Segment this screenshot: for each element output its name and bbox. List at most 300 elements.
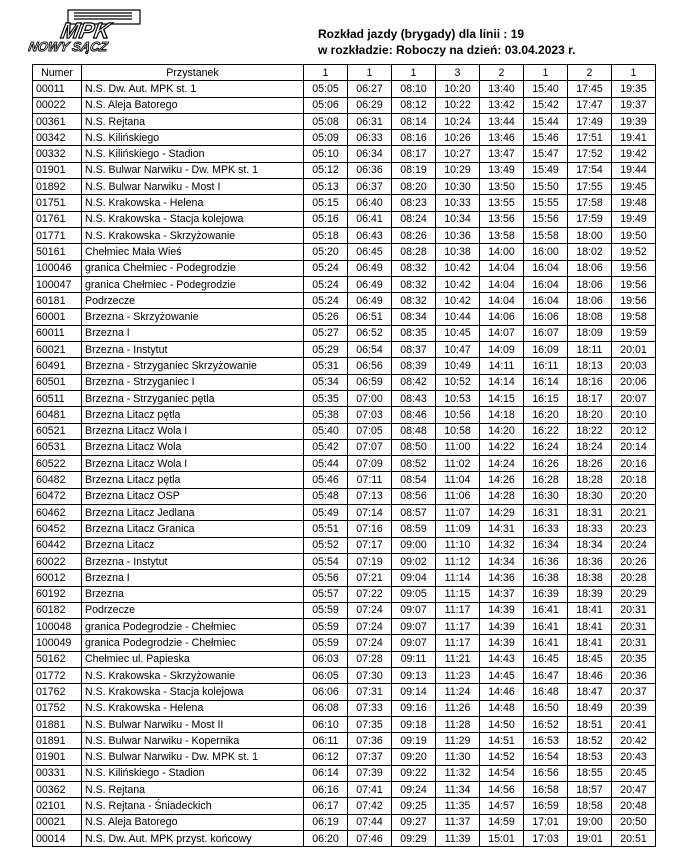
stop-number-cell: 60472	[33, 488, 82, 504]
stop-number-cell: 60491	[33, 358, 82, 374]
departure-time-cell: 11:24	[436, 684, 480, 700]
departure-time-cell: 06:40	[348, 195, 392, 211]
departure-time-cell: 16:34	[524, 537, 568, 553]
table-row	[33, 488, 656, 504]
stop-name-cell: N.S. Dw. Aut. MPK st. 1	[82, 81, 304, 97]
departure-time-cell: 20:37	[612, 684, 656, 700]
departure-time-cell: 14:43	[480, 651, 524, 667]
column-header-brigade: 1	[524, 65, 568, 81]
departure-time-cell: 06:49	[348, 276, 392, 292]
title-line-2: w rozkładzie: Roboczy na dzień: 03.04.2023 r.	[318, 43, 576, 57]
departure-time-cell: 14:00	[480, 244, 524, 260]
departure-time-cell: 19:35	[612, 81, 656, 97]
departure-time-cell: 09:07	[392, 602, 436, 618]
departure-time-cell: 05:42	[304, 439, 348, 455]
departure-time-cell: 11:17	[436, 635, 480, 651]
stop-number-cell: 01771	[33, 227, 82, 243]
departure-time-cell: 18:30	[568, 488, 612, 504]
departure-time-cell: 14:14	[480, 374, 524, 390]
departure-time-cell: 07:13	[348, 488, 392, 504]
departure-time-cell: 06:49	[348, 260, 392, 276]
table-row	[33, 195, 656, 211]
departure-time-cell: 17:52	[568, 146, 612, 162]
stop-name-cell: Brzezna Litacz pętla	[82, 407, 304, 423]
departure-time-cell: 18:17	[568, 390, 612, 406]
departure-time-cell: 13:49	[480, 162, 524, 178]
departure-time-cell: 18:06	[568, 293, 612, 309]
departure-time-cell: 14:39	[480, 619, 524, 635]
departure-time-cell: 07:41	[348, 782, 392, 798]
table-row	[33, 782, 656, 798]
departure-time-cell: 10:42	[436, 260, 480, 276]
stop-name-cell: Brzezna Litacz	[82, 537, 304, 553]
departure-time-cell: 14:20	[480, 423, 524, 439]
timetable	[32, 64, 656, 847]
stop-number-cell: 50162	[33, 651, 82, 667]
table-row	[33, 521, 656, 537]
stop-number-cell: 00022	[33, 97, 82, 113]
departure-time-cell: 15:55	[524, 195, 568, 211]
departure-time-cell: 20:39	[612, 700, 656, 716]
departure-time-cell: 17:59	[568, 211, 612, 227]
departure-time-cell: 16:31	[524, 505, 568, 521]
stop-number-cell: 00332	[33, 146, 82, 162]
departure-time-cell: 06:06	[304, 684, 348, 700]
column-header-brigade: 1	[348, 65, 392, 81]
departure-time-cell: 09:02	[392, 553, 436, 569]
departure-time-cell: 14:46	[480, 684, 524, 700]
departure-time-cell: 19:48	[612, 195, 656, 211]
departure-time-cell: 09:27	[392, 814, 436, 830]
departure-time-cell: 16:59	[524, 798, 568, 814]
departure-time-cell: 05:46	[304, 472, 348, 488]
departure-time-cell: 05:24	[304, 276, 348, 292]
column-header-brigade: 1	[304, 65, 348, 81]
departure-time-cell: 18:49	[568, 700, 612, 716]
departure-time-cell: 10:26	[436, 130, 480, 146]
departure-time-cell: 14:22	[480, 439, 524, 455]
departure-time-cell: 16:30	[524, 488, 568, 504]
departure-time-cell: 20:43	[612, 749, 656, 765]
stop-name-cell: granica Podegrodzie - Chełmiec	[82, 635, 304, 651]
table-row	[33, 733, 656, 749]
departure-time-cell: 07:11	[348, 472, 392, 488]
departure-time-cell: 09:00	[392, 537, 436, 553]
stop-number-cell: 01891	[33, 733, 82, 749]
table-row	[33, 276, 656, 292]
departure-time-cell: 18:11	[568, 342, 612, 358]
departure-time-cell: 18:45	[568, 651, 612, 667]
stop-number-cell: 100047	[33, 276, 82, 292]
departure-time-cell: 18:41	[568, 619, 612, 635]
departure-time-cell: 16:28	[524, 472, 568, 488]
stop-number-cell: 60012	[33, 570, 82, 586]
stop-name-cell: Podrzecze	[82, 602, 304, 618]
table-row	[33, 146, 656, 162]
departure-time-cell: 15:01	[480, 830, 524, 846]
departure-time-cell: 16:04	[524, 293, 568, 309]
departure-time-cell: 18:24	[568, 439, 612, 455]
departure-time-cell: 08:34	[392, 309, 436, 325]
departure-time-cell: 20:35	[612, 651, 656, 667]
table-row	[33, 162, 656, 178]
departure-time-cell: 16:52	[524, 716, 568, 732]
stop-number-cell: 60462	[33, 505, 82, 521]
departure-time-cell: 06:51	[348, 309, 392, 325]
departure-time-cell: 05:20	[304, 244, 348, 260]
stop-name-cell: N.S. Krakowska - Helena	[82, 195, 304, 211]
departure-time-cell: 07:46	[348, 830, 392, 846]
stop-number-cell: 100048	[33, 619, 82, 635]
departure-time-cell: 08:32	[392, 260, 436, 276]
departure-time-cell: 08:24	[392, 211, 436, 227]
departure-time-cell: 15:47	[524, 146, 568, 162]
departure-time-cell: 17:55	[568, 179, 612, 195]
table-row	[33, 439, 656, 455]
departure-time-cell: 08:28	[392, 244, 436, 260]
departure-time-cell: 06:11	[304, 733, 348, 749]
departure-time-cell: 08:39	[392, 358, 436, 374]
departure-time-cell: 19:45	[612, 179, 656, 195]
departure-time-cell: 11:35	[436, 798, 480, 814]
departure-time-cell: 17:49	[568, 113, 612, 129]
table-row	[33, 423, 656, 439]
table-row	[33, 602, 656, 618]
stop-name-cell: N.S. Bulwar Narwiku - Dw. MPK st. 1	[82, 749, 304, 765]
departure-time-cell: 10:56	[436, 407, 480, 423]
departure-time-cell: 06:41	[348, 211, 392, 227]
departure-time-cell: 14:37	[480, 586, 524, 602]
stop-number-cell: 60452	[33, 521, 82, 537]
departure-time-cell: 15:44	[524, 113, 568, 129]
departure-time-cell: 06:27	[348, 81, 392, 97]
departure-time-cell: 06:34	[348, 146, 392, 162]
departure-time-cell: 10:34	[436, 211, 480, 227]
stop-number-cell: 60501	[33, 374, 82, 390]
departure-time-cell: 14:54	[480, 765, 524, 781]
departure-time-cell: 06:05	[304, 667, 348, 683]
stop-name-cell: Brzezna - Strzyganiec Skrzyżowanie	[82, 358, 304, 374]
departure-time-cell: 19:39	[612, 113, 656, 129]
departure-time-cell: 16:41	[524, 619, 568, 635]
stop-number-cell: 01892	[33, 179, 82, 195]
departure-time-cell: 11:26	[436, 700, 480, 716]
departure-time-cell: 13:58	[480, 227, 524, 243]
departure-time-cell: 07:31	[348, 684, 392, 700]
departure-time-cell: 16:33	[524, 521, 568, 537]
departure-time-cell: 10:24	[436, 113, 480, 129]
departure-time-cell: 16:07	[524, 325, 568, 341]
departure-time-cell: 09:29	[392, 830, 436, 846]
column-header-brigade: 3	[436, 65, 480, 81]
title-line-1: Rozkład jazdy (brygady) dla linii : 19	[318, 27, 525, 41]
stop-name-cell: Chełmiec Mała Wieś	[82, 244, 304, 260]
stop-number-cell: 01762	[33, 684, 82, 700]
departure-time-cell: 14:11	[480, 358, 524, 374]
departure-time-cell: 14:09	[480, 342, 524, 358]
stop-number-cell: 01901	[33, 749, 82, 765]
departure-time-cell: 18:53	[568, 749, 612, 765]
departure-time-cell: 17:58	[568, 195, 612, 211]
departure-time-cell: 20:51	[612, 830, 656, 846]
departure-time-cell: 05:48	[304, 488, 348, 504]
departure-time-cell: 14:39	[480, 602, 524, 618]
departure-time-cell: 10:53	[436, 390, 480, 406]
departure-time-cell: 14:59	[480, 814, 524, 830]
departure-time-cell: 19:41	[612, 130, 656, 146]
departure-time-cell: 05:35	[304, 390, 348, 406]
departure-time-cell: 11:39	[436, 830, 480, 846]
departure-time-cell: 05:54	[304, 553, 348, 569]
stop-name-cell: Brzezna Litacz Wola I	[82, 423, 304, 439]
stop-name-cell: N.S. Kilińskiego	[82, 130, 304, 146]
departure-time-cell: 07:05	[348, 423, 392, 439]
departure-time-cell: 10:45	[436, 325, 480, 341]
departure-time-cell: 14:56	[480, 782, 524, 798]
departure-time-cell: 07:36	[348, 733, 392, 749]
departure-time-cell: 07:24	[348, 602, 392, 618]
departure-time-cell: 08:57	[392, 505, 436, 521]
stop-name-cell: Brzezna - Strzyganiec pętla	[82, 390, 304, 406]
departure-time-cell: 09:11	[392, 651, 436, 667]
departure-time-cell: 14:50	[480, 716, 524, 732]
table-row	[33, 97, 656, 113]
logo-mpk-text: MPK	[59, 18, 113, 43]
departure-time-cell: 14:06	[480, 309, 524, 325]
stop-name-cell: Brzezna Litacz pętla	[82, 472, 304, 488]
departure-time-cell: 11:12	[436, 553, 480, 569]
stop-number-cell: 01772	[33, 667, 82, 683]
departure-time-cell: 14:36	[480, 570, 524, 586]
departure-time-cell: 14:45	[480, 667, 524, 683]
departure-time-cell: 16:36	[524, 553, 568, 569]
departure-time-cell: 16:24	[524, 439, 568, 455]
departure-time-cell: 18:16	[568, 374, 612, 390]
departure-time-cell: 18:46	[568, 667, 612, 683]
departure-time-cell: 16:47	[524, 667, 568, 683]
table-row	[33, 260, 656, 276]
departure-time-cell: 05:10	[304, 146, 348, 162]
departure-time-cell: 14:48	[480, 700, 524, 716]
departure-time-cell: 14:57	[480, 798, 524, 814]
departure-time-cell: 07:28	[348, 651, 392, 667]
departure-time-cell: 18:06	[568, 260, 612, 276]
header-row	[33, 65, 656, 81]
table-row	[33, 814, 656, 830]
stop-number-cell: 00021	[33, 814, 82, 830]
stop-name-cell: Podrzecze	[82, 293, 304, 309]
departure-time-cell: 11:10	[436, 537, 480, 553]
departure-time-cell: 08:50	[392, 439, 436, 455]
stop-number-cell: 00342	[33, 130, 82, 146]
departure-time-cell: 05:27	[304, 325, 348, 341]
departure-time-cell: 18:41	[568, 602, 612, 618]
departure-time-cell: 09:25	[392, 798, 436, 814]
departure-time-cell: 17:03	[524, 830, 568, 846]
departure-time-cell: 07:35	[348, 716, 392, 732]
departure-time-cell: 20:18	[612, 472, 656, 488]
stop-name-cell: N.S. Bulwar Narwiku - Most I	[82, 179, 304, 195]
departure-time-cell: 11:23	[436, 667, 480, 683]
stop-number-cell: 00361	[33, 113, 82, 129]
departure-time-cell: 05:26	[304, 309, 348, 325]
departure-time-cell: 11:21	[436, 651, 480, 667]
departure-time-cell: 20:42	[612, 733, 656, 749]
departure-time-cell: 15:56	[524, 211, 568, 227]
table-row	[33, 113, 656, 129]
departure-time-cell: 05:18	[304, 227, 348, 243]
departure-time-cell: 18:47	[568, 684, 612, 700]
departure-time-cell: 11:32	[436, 765, 480, 781]
table-row	[33, 586, 656, 602]
departure-time-cell: 20:31	[612, 635, 656, 651]
stop-name-cell: Chełmiec ul. Papieska	[82, 651, 304, 667]
table-row	[33, 358, 656, 374]
departure-time-cell: 10:33	[436, 195, 480, 211]
departure-time-cell: 20:10	[612, 407, 656, 423]
departure-time-cell: 20:47	[612, 782, 656, 798]
departure-time-cell: 16:45	[524, 651, 568, 667]
table-row	[33, 374, 656, 390]
departure-time-cell: 08:23	[392, 195, 436, 211]
table-row	[33, 749, 656, 765]
departure-time-cell: 07:17	[348, 537, 392, 553]
departure-time-cell: 18:09	[568, 325, 612, 341]
departure-time-cell: 11:15	[436, 586, 480, 602]
departure-time-cell: 09:24	[392, 782, 436, 798]
departure-time-cell: 16:06	[524, 309, 568, 325]
stop-name-cell: granica Podegrodzie - Chełmiec	[82, 619, 304, 635]
departure-time-cell: 08:19	[392, 162, 436, 178]
departure-time-cell: 07:19	[348, 553, 392, 569]
departure-time-cell: 16:38	[524, 570, 568, 586]
departure-time-cell: 18:00	[568, 227, 612, 243]
departure-time-cell: 06:12	[304, 749, 348, 765]
departure-time-cell: 14:32	[480, 537, 524, 553]
departure-time-cell: 11:34	[436, 782, 480, 798]
departure-time-cell: 05:51	[304, 521, 348, 537]
column-header-brigade: 2	[568, 65, 612, 81]
departure-time-cell: 19:01	[568, 830, 612, 846]
departure-time-cell: 18:08	[568, 309, 612, 325]
departure-time-cell: 10:47	[436, 342, 480, 358]
departure-time-cell: 17:51	[568, 130, 612, 146]
departure-time-cell: 20:03	[612, 358, 656, 374]
departure-time-cell: 16:39	[524, 586, 568, 602]
departure-time-cell: 07:24	[348, 619, 392, 635]
stop-number-cell: 60481	[33, 407, 82, 423]
departure-time-cell: 05:15	[304, 195, 348, 211]
stop-number-cell: 60192	[33, 586, 82, 602]
departure-time-cell: 05:52	[304, 537, 348, 553]
departure-time-cell: 16:26	[524, 456, 568, 472]
departure-time-cell: 06:29	[348, 97, 392, 113]
departure-time-cell: 06:14	[304, 765, 348, 781]
departure-time-cell: 08:16	[392, 130, 436, 146]
departure-time-cell: 08:43	[392, 390, 436, 406]
departure-time-cell: 08:59	[392, 521, 436, 537]
departure-time-cell: 08:48	[392, 423, 436, 439]
departure-time-cell: 06:52	[348, 325, 392, 341]
departure-time-cell: 16:53	[524, 733, 568, 749]
stop-number-cell: 00011	[33, 81, 82, 97]
stop-number-cell: 100049	[33, 635, 82, 651]
departure-time-cell: 15:46	[524, 130, 568, 146]
departure-time-cell: 05:12	[304, 162, 348, 178]
departure-time-cell: 18:13	[568, 358, 612, 374]
departure-time-cell: 05:29	[304, 342, 348, 358]
departure-time-cell: 16:04	[524, 276, 568, 292]
stop-name-cell: Brzezna I	[82, 570, 304, 586]
departure-time-cell: 16:14	[524, 374, 568, 390]
departure-time-cell: 05:05	[304, 81, 348, 97]
departure-time-cell: 10:52	[436, 374, 480, 390]
departure-time-cell: 20:31	[612, 602, 656, 618]
departure-time-cell: 19:00	[568, 814, 612, 830]
table-row	[33, 798, 656, 814]
departure-time-cell: 18:34	[568, 537, 612, 553]
departure-time-cell: 14:39	[480, 635, 524, 651]
stop-number-cell: 01901	[33, 162, 82, 178]
departure-time-cell: 20:45	[612, 765, 656, 781]
departure-time-cell: 18:36	[568, 553, 612, 569]
departure-time-cell: 19:37	[612, 97, 656, 113]
departure-time-cell: 19:56	[612, 260, 656, 276]
stop-name-cell: Brzezna Litacz Wola	[82, 439, 304, 455]
table-row	[33, 309, 656, 325]
departure-time-cell: 11:09	[436, 521, 480, 537]
departure-time-cell: 16:04	[524, 260, 568, 276]
departure-time-cell: 17:47	[568, 97, 612, 113]
departure-time-cell: 14:29	[480, 505, 524, 521]
departure-time-cell: 16:00	[524, 244, 568, 260]
departure-time-cell: 18:41	[568, 635, 612, 651]
table-row	[33, 684, 656, 700]
departure-time-cell: 14:04	[480, 293, 524, 309]
table-row	[33, 537, 656, 553]
departure-time-cell: 05:44	[304, 456, 348, 472]
departure-time-cell: 16:15	[524, 390, 568, 406]
departure-time-cell: 20:07	[612, 390, 656, 406]
departure-time-cell: 18:55	[568, 765, 612, 781]
stop-name-cell: Brzezna	[82, 586, 304, 602]
departure-time-cell: 07:16	[348, 521, 392, 537]
departure-time-cell: 06:10	[304, 716, 348, 732]
departure-time-cell: 05:24	[304, 293, 348, 309]
departure-time-cell: 15:49	[524, 162, 568, 178]
departure-time-cell: 15:40	[524, 81, 568, 97]
stop-name-cell: granica Chełmiec - Podegrodzie	[82, 276, 304, 292]
departure-time-cell: 11:30	[436, 749, 480, 765]
departure-time-cell: 08:42	[392, 374, 436, 390]
timetable-body	[33, 81, 656, 847]
table-row	[33, 81, 656, 97]
departure-time-cell: 10:20	[436, 81, 480, 97]
departure-time-cell: 18:06	[568, 276, 612, 292]
departure-time-cell: 07:00	[348, 390, 392, 406]
departure-time-cell: 05:06	[304, 97, 348, 113]
departure-time-cell: 14:26	[480, 472, 524, 488]
departure-time-cell: 13:47	[480, 146, 524, 162]
departure-time-cell: 20:36	[612, 667, 656, 683]
stop-number-cell: 02101	[33, 798, 82, 814]
table-row	[33, 651, 656, 667]
table-row	[33, 390, 656, 406]
stop-name-cell: N.S. Dw. Aut. MPK przyst. końcowy	[82, 830, 304, 846]
departure-time-cell: 05:38	[304, 407, 348, 423]
table-row	[33, 716, 656, 732]
departure-time-cell: 13:42	[480, 97, 524, 113]
